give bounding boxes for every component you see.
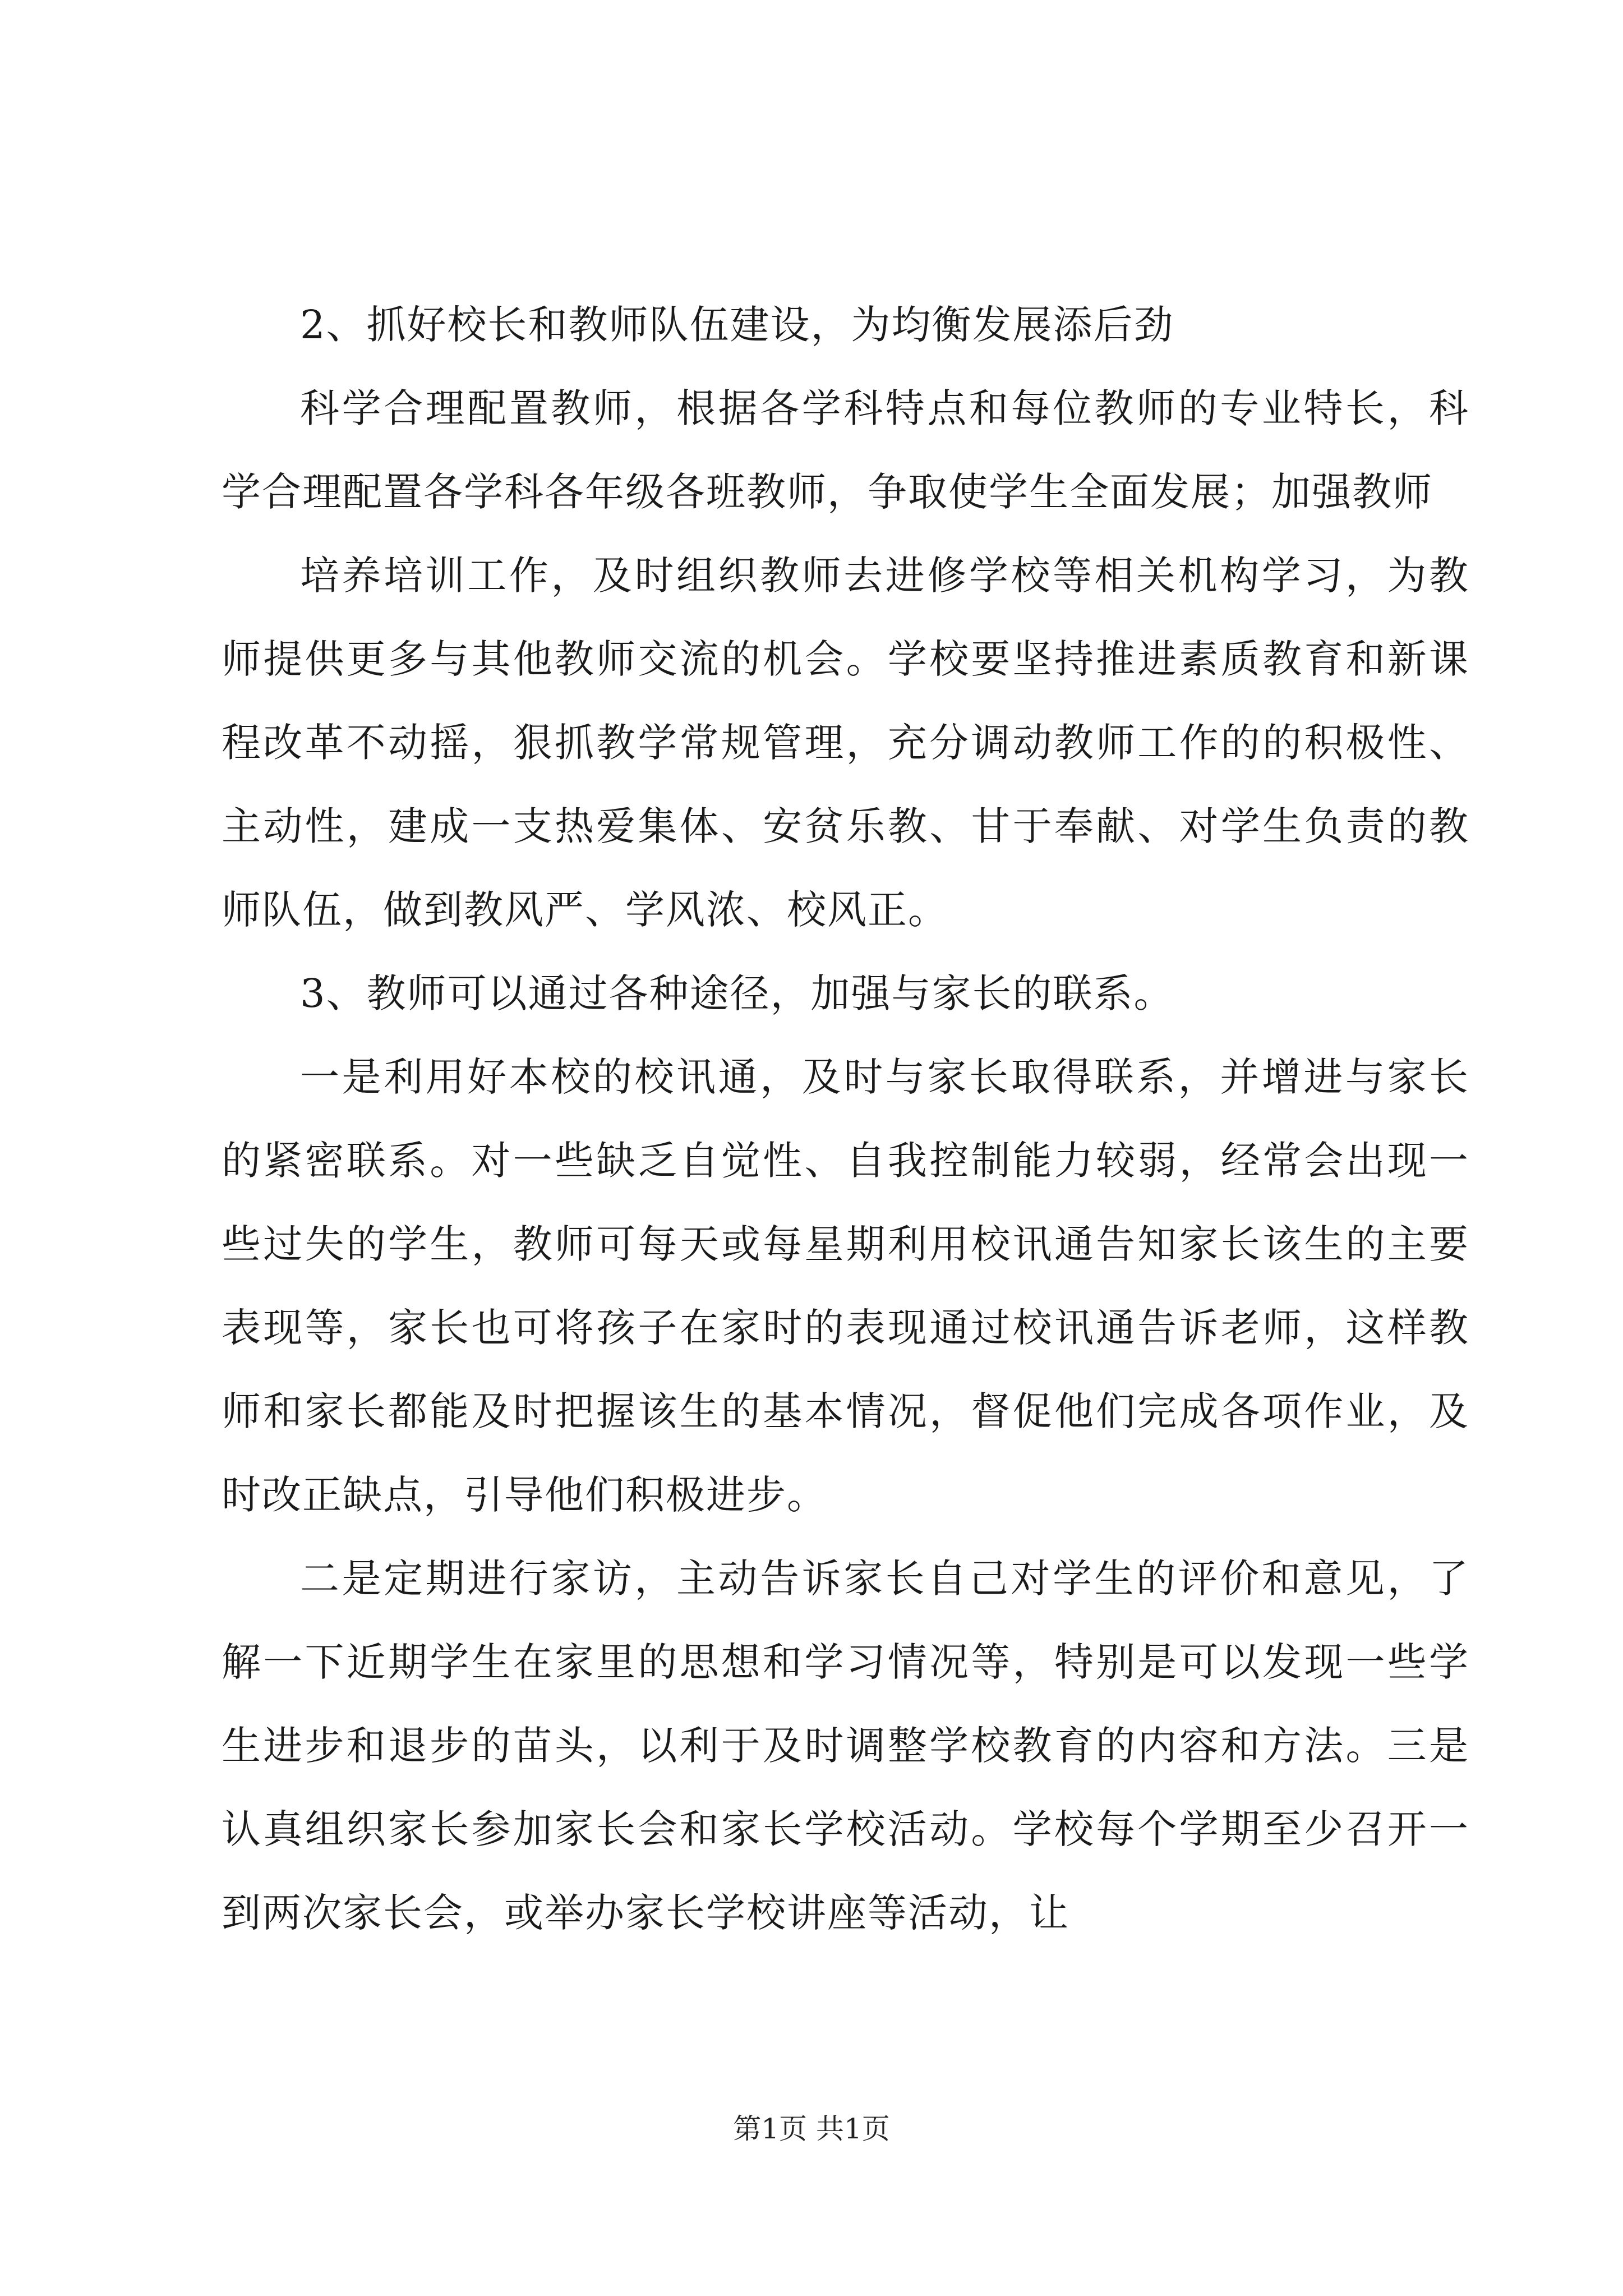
body-paragraph: 二是定期进行家访，主动告诉家长自己对学生的评价和意见，了解一下近期学生在家里的思想和学习情况等，特别是可以发现一些学生进步和退步的苗头，以利于及时调整学校教育的内容和方法。三是认真组织家长参加家长会和家长学校活动。学校每个学期至少召开一到两次家长会，或举办家长学校讲座等活动，让 <box>222 1556 1469 1936</box>
document-body <box>222 283 1469 1955</box>
section-heading-3: 3、教师可以通过各种途径，加强与家长的联系。 <box>300 970 1174 1016</box>
body-paragraph: 科学合理配置教师，根据各学科特点和每位教师的专业特长，科学合理配置各学科各年级各班教师，争取使学生全面发展；加强教师 <box>222 385 1469 515</box>
body-paragraph: 培养培训工作，及时组织教师去进修学校等相关机构学习，为教师提供更多与其他教师交流的机会。学校要坚持推进素质教育和新课程改革不动摇，狠抓教学常规管理，充分调动教师工作的的积极性、主动性，建成一支热爱集体、安贫乐教、甘于奉献、对学生负责的教师队伍，做到教风严、学风浓、校风正。 <box>222 553 1469 933</box>
page-number-footer: 第1页 共1页 <box>733 2113 890 2145</box>
section-heading-2: 2、抓好校长和教师队伍建设，为均衡发展添后劲 <box>300 302 1174 348</box>
body-paragraph: 一是利用好本校的校讯通，及时与家长取得联系，并增进与家长的紧密联系。对一些缺乏自觉性、自我控制能力较弱，经常会出现一些过失的学生，教师可每天或每星期利用校讯通告知家长该生的主要表现等，家长也可将孩子在家时的表现通过校讯通告诉老师，这样教师和家长都能及时把握该生的基本情况，督促他们完成各项作业，及时改正缺点，引导他们积极进步。 <box>222 1054 1469 1518</box>
